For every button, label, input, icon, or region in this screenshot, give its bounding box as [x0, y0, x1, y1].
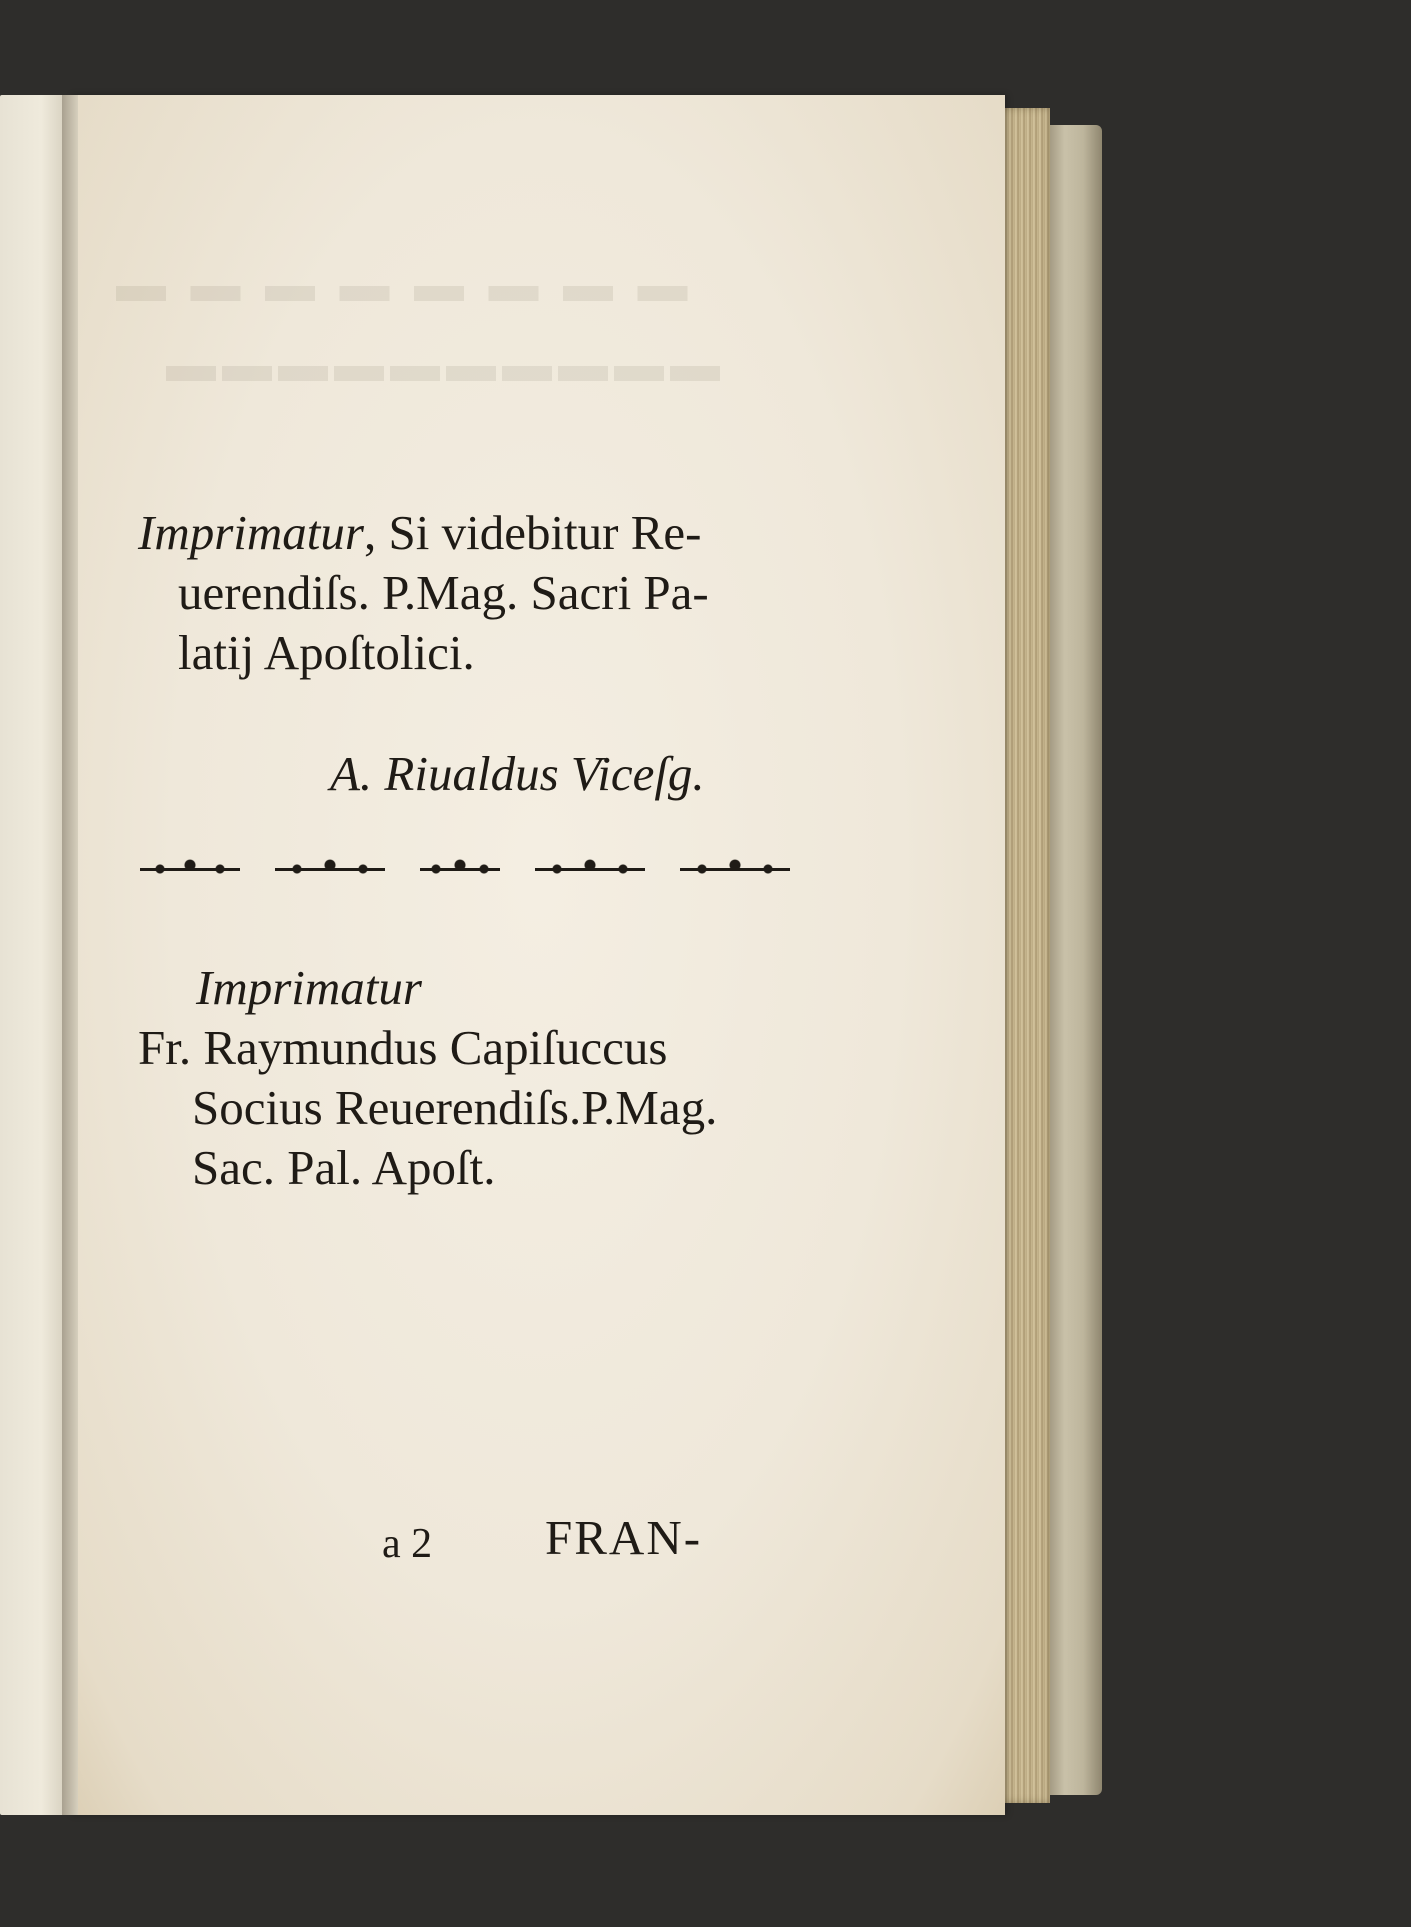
license-2-line-3: Sac. Pal. Apoſt.: [192, 1140, 496, 1195]
imprimatur-word: Imprimatur: [138, 505, 364, 560]
license-1-signature: A. Riualdus Viceſg.: [330, 746, 705, 801]
license-1-line-2: uerendiſs. P.Mag. Sacri Pa-: [178, 565, 709, 620]
license-1-line-1-rest: , Si videbitur Re-: [363, 505, 702, 560]
license-1-line-3: latij Apoſtolici.: [178, 625, 475, 680]
printers-ornament-band: [140, 852, 790, 886]
fleuron-ornament: [680, 856, 790, 882]
show-through-smudge: ▬▬▬▬▬▬▬▬▬▬: [160, 336, 720, 392]
fleuron-ornament: [275, 856, 385, 882]
catchword: FRAN-: [545, 1510, 703, 1565]
fleuron-ornament: [535, 856, 645, 882]
license-1-line-1: [138, 502, 702, 564]
gutter-shadow: [62, 95, 78, 1815]
show-through-smudge: ▬ ▬ ▬ ▬ ▬ ▬ ▬ ▬: [110, 256, 688, 312]
license-2-line-1: Fr. Raymundus Capiſuccus: [138, 1020, 668, 1075]
fleuron-ornament: [140, 856, 240, 882]
book-page: [70, 95, 1005, 1815]
signature-mark: a 2: [382, 1521, 433, 1567]
license-2-line-2: Socius Reuerendiſs.P.Mag.: [192, 1080, 718, 1135]
fleuron-ornament: [420, 856, 500, 882]
license-2-heading: Imprimatur: [196, 960, 422, 1015]
